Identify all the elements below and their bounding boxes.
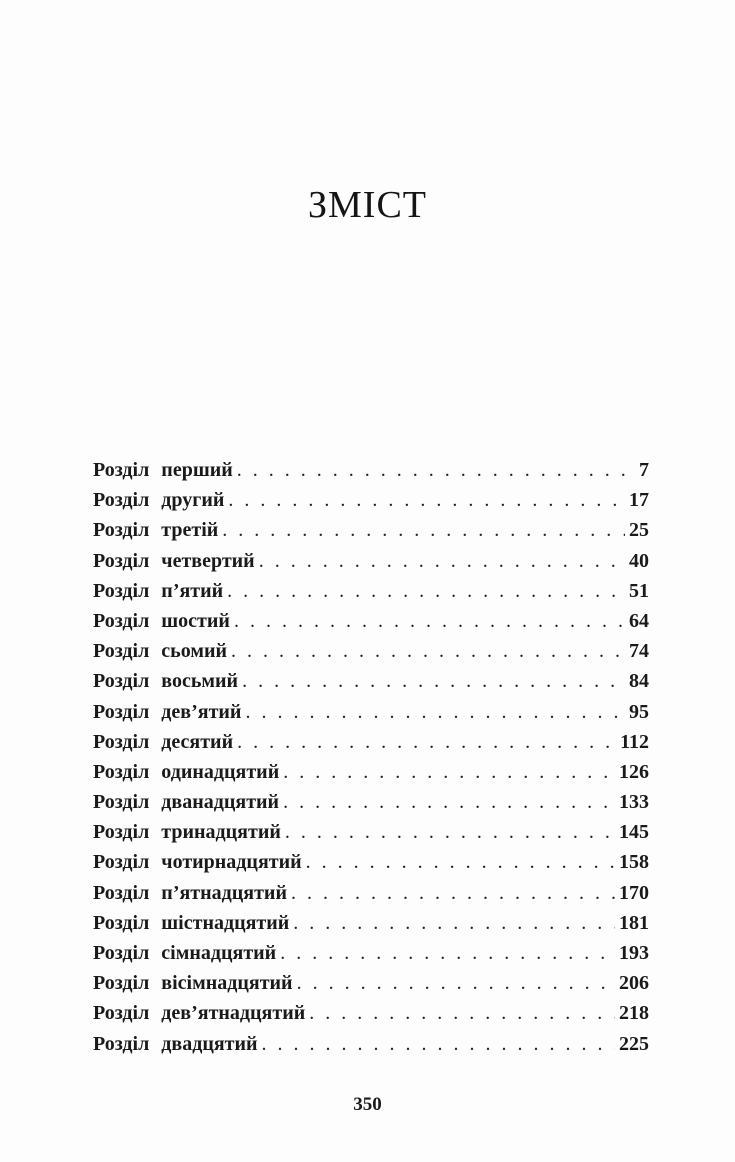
toc-entry-label: Розділ	[93, 640, 150, 663]
toc-leader-dots	[245, 697, 625, 727]
toc-leader-dots	[280, 938, 615, 968]
toc-entry-title: одинадцятий	[161, 760, 280, 783]
toc-entry	[93, 938, 649, 968]
toc-leader-dots	[306, 847, 615, 877]
toc-entry-label: Розділ	[93, 791, 150, 814]
toc-entry	[93, 757, 649, 787]
toc-entry-label: Розділ	[93, 1032, 150, 1055]
toc-entry-page: 145	[619, 821, 649, 844]
toc-entry-title: шістнадцятий	[161, 911, 290, 934]
toc-entry-label: Розділ	[93, 489, 150, 512]
toc-entry-page: 17	[629, 489, 649, 512]
toc-entry-title: дев’ятнадцятий	[161, 1002, 306, 1025]
toc-entry-title: десятий	[161, 730, 234, 753]
toc-leader-dots	[231, 636, 625, 666]
toc-leader-dots	[291, 878, 615, 908]
table-of-contents	[93, 455, 649, 1059]
toc-entry	[93, 817, 649, 847]
toc-entry-label: Розділ	[93, 519, 150, 542]
toc-entry-label: Розділ	[93, 609, 150, 632]
toc-entry-title: дванадцятий	[161, 791, 280, 814]
toc-entry-label: Розділ	[93, 579, 150, 602]
toc-entry	[93, 636, 649, 666]
toc-leader-dots	[242, 666, 625, 696]
toc-leader-dots	[283, 757, 615, 787]
toc-entry-page: 64	[629, 609, 649, 632]
toc-entry-page: 181	[619, 911, 649, 934]
toc-leader-dots	[237, 727, 616, 757]
toc-entry-title: сьомий	[161, 640, 228, 663]
toc-entry-title: четвертий	[161, 549, 255, 572]
toc-entry	[93, 576, 649, 606]
toc-entry	[93, 968, 649, 998]
toc-entry-label: Розділ	[93, 942, 150, 964]
toc-entry-page: 40	[629, 549, 649, 572]
toc-entry-label: Розділ	[93, 760, 150, 783]
toc-entry-page: 126	[619, 760, 649, 783]
toc-entry-label: Розділ	[93, 881, 150, 904]
toc-entry-label: Розділ	[93, 972, 150, 995]
toc-entry	[93, 606, 649, 636]
toc-entry	[93, 787, 649, 817]
toc-leader-dots	[297, 968, 615, 998]
toc-entry	[93, 878, 649, 908]
toc-entry-title: чотирнадцятий	[161, 851, 302, 874]
toc-entry	[93, 485, 649, 515]
toc-entry-page: 170	[619, 881, 649, 904]
toc-leader-dots	[228, 485, 625, 515]
toc-entry-label: Розділ	[93, 730, 150, 753]
toc-entry-title: перший	[161, 459, 233, 481]
toc-entry-title: вісімнадцятий	[161, 972, 293, 995]
toc-leader-dots	[222, 515, 625, 545]
toc-entry-title: двадцятий	[161, 1032, 258, 1055]
toc-entry-page: 84	[629, 670, 649, 693]
toc-leader-dots	[285, 817, 615, 847]
toc-entry-title: п’ятий	[161, 579, 224, 602]
toc-leader-dots	[227, 576, 625, 606]
toc-entry-label: Розділ	[93, 851, 150, 874]
toc-entry-title: п’ятнадцятий	[161, 881, 287, 904]
toc-entry-title: тринадцятий	[161, 821, 281, 844]
toc-entry	[93, 515, 649, 545]
toc-entry-page: 158	[619, 851, 649, 874]
toc-entry-title: шостий	[161, 609, 230, 632]
toc-entry-page: 95	[629, 700, 649, 723]
toc-entry-page: 193	[619, 942, 649, 964]
toc-leader-dots	[237, 455, 635, 485]
toc-entry-page: 74	[629, 640, 649, 663]
toc-leader-dots	[259, 546, 625, 576]
toc-entry-title: восьмий	[161, 670, 239, 693]
toc-entry-page: 206	[619, 972, 649, 995]
toc-entry-page: 25	[629, 519, 649, 542]
toc-entry-page: 112	[620, 730, 649, 753]
toc-entry-page: 133	[619, 791, 649, 814]
toc-entry-page: 225	[619, 1032, 649, 1055]
toc-entry-label: Розділ	[93, 549, 150, 572]
toc-leader-dots	[293, 908, 615, 938]
toc-leader-dots	[283, 787, 615, 817]
toc-entry	[93, 455, 649, 485]
toc-entry-page: 7	[639, 459, 649, 481]
toc-entry	[93, 847, 649, 877]
toc-entry	[93, 908, 649, 938]
toc-entry	[93, 666, 649, 696]
toc-entry-page: 218	[619, 1002, 649, 1025]
toc-leader-dots	[309, 998, 615, 1028]
toc-entry-title: дев’ятий	[161, 700, 242, 723]
toc-entry-title: сімнадцятий	[161, 942, 277, 964]
toc-entry	[93, 727, 649, 757]
toc-entry-label: Розділ	[93, 459, 150, 481]
toc-leader-dots	[234, 606, 625, 636]
toc-entry-label: Розділ	[93, 911, 150, 934]
toc-entry-label: Розділ	[93, 821, 150, 844]
toc-entry-label: Розділ	[93, 1002, 150, 1025]
toc-entry	[93, 998, 649, 1028]
toc-entry-label: Розділ	[93, 670, 150, 693]
toc-entry-label: Розділ	[93, 700, 150, 723]
page-title: ЗМІСТ	[307, 184, 428, 226]
toc-entry-page: 51	[629, 579, 649, 602]
toc-entry-title: третій	[161, 519, 219, 542]
toc-entry-title: другий	[161, 489, 225, 512]
toc-entry	[93, 697, 649, 727]
toc-leader-dots	[262, 1029, 615, 1059]
page-number: 350	[353, 1094, 382, 1115]
toc-entry	[93, 1029, 649, 1059]
toc-entry	[93, 546, 649, 576]
